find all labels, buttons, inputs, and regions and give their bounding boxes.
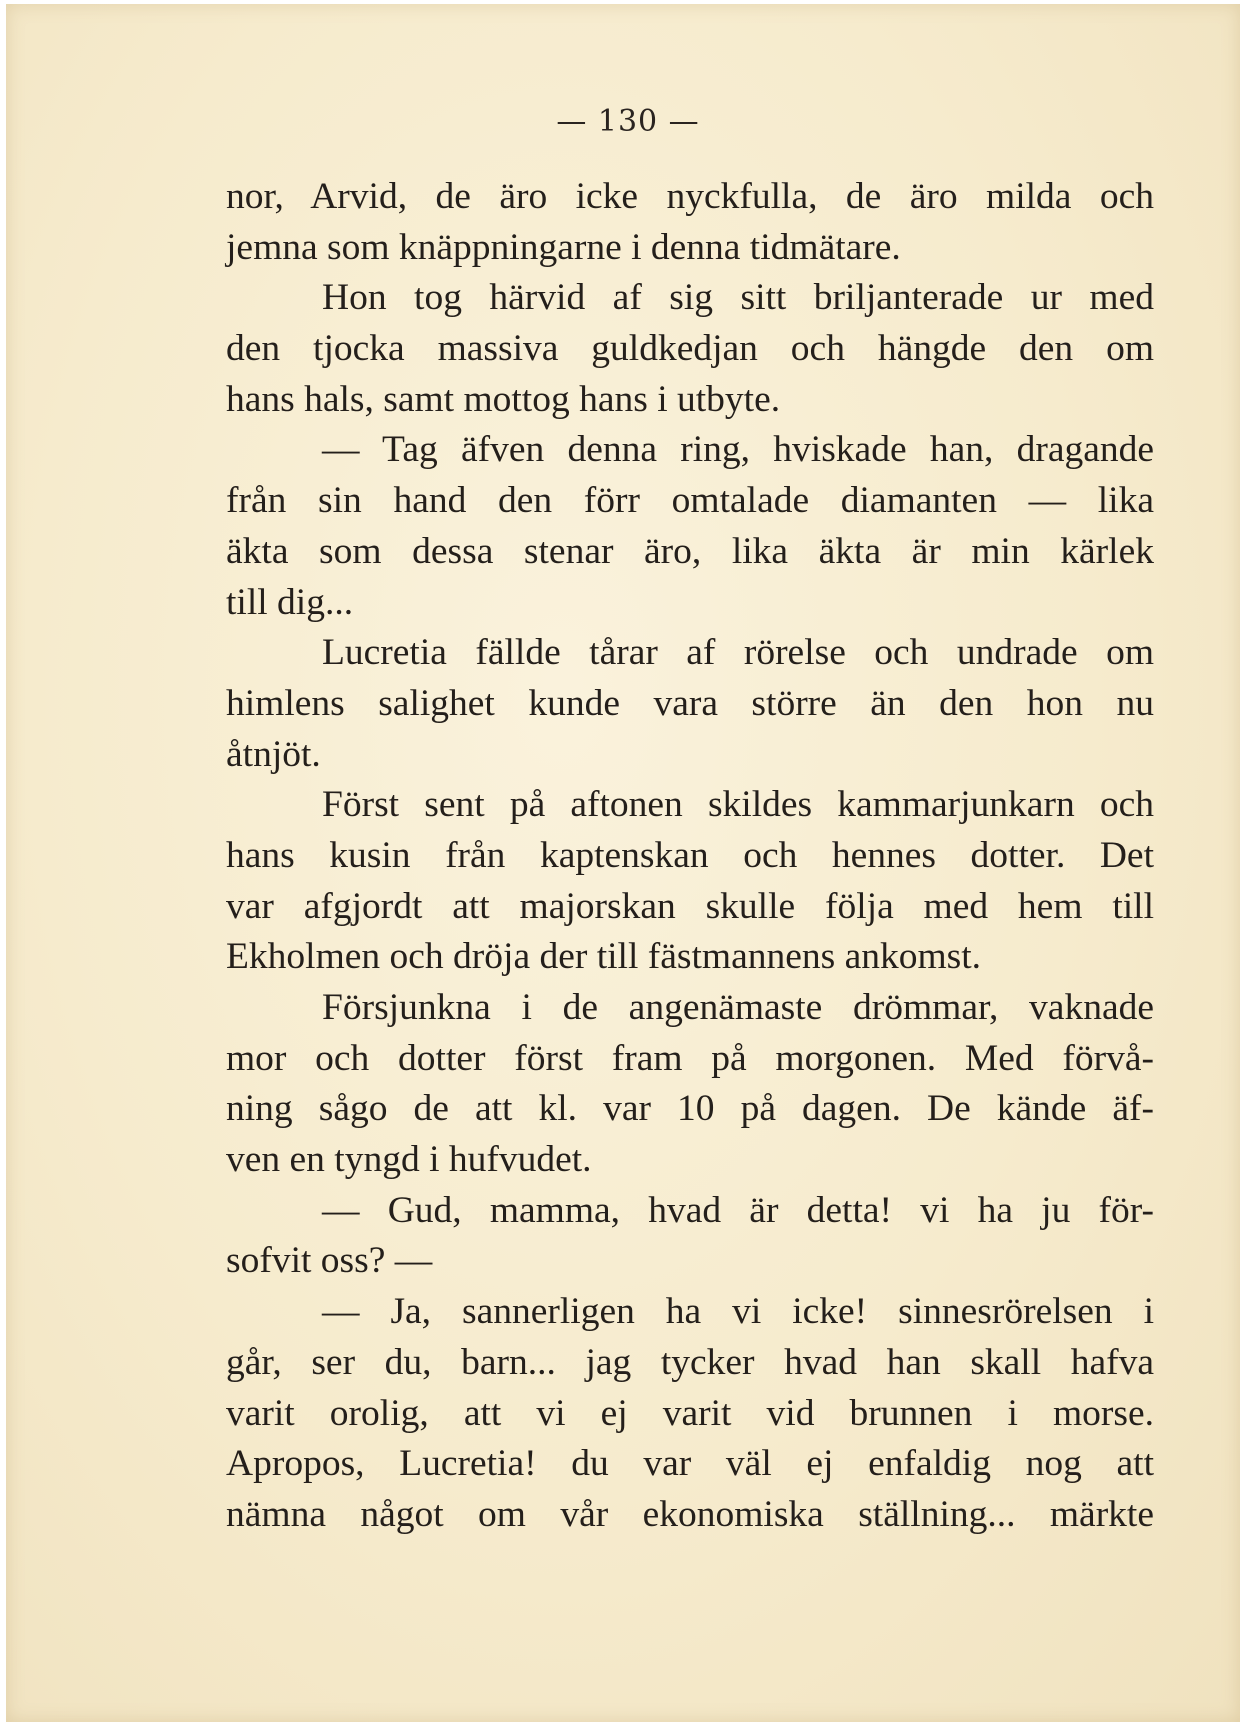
text-line: Först sent på aftonen skildes kammarjunkarn och <box>322 784 1154 826</box>
text-line: hans hals, samt mottog hans i utbyte. <box>226 378 781 420</box>
text-line: — Ja, sannerligen ha vi icke! sinnesrörelsen i <box>322 1291 1154 1333</box>
book-page <box>6 4 1240 1722</box>
text-line: äkta som dessa stenar äro, lika äkta är min kärlek <box>226 530 1154 572</box>
body-text <box>226 172 1154 1541</box>
text-line: går, ser du, barn... jag tycker hvad han skall hafva <box>226 1341 1154 1383</box>
text-line: nor, Arvid, de äro icke nyckfulla, de äro milda och <box>226 176 1154 217</box>
text-line: ning sågo de att kl. var 10 på dagen. De kände äf- <box>226 1088 1154 1130</box>
text-line: Ekholmen och dröja der till fästmannens ankomst. <box>226 936 982 978</box>
text-line: åtnjöt. <box>226 733 321 775</box>
text-line: Lucretia fällde tårar af rörelse och undrade om <box>322 632 1154 674</box>
text-line: ven en tyngd i hufvudet. <box>226 1139 592 1181</box>
text-line: var afgjordt att majorskan skulle följa med hem till <box>226 885 1154 927</box>
text-line: Försjunkna i de angenämaste drömmar, vaknade <box>322 987 1154 1028</box>
text-line: — Gud, mamma, hvad är detta! vi ha ju för- <box>322 1189 1154 1231</box>
text-line: jemna som knäppningarne i denna tidmätare. <box>226 226 901 268</box>
text-line: Apropos, Lucretia! du var väl ej enfaldig nog att <box>226 1443 1154 1485</box>
text-line: nämna något om vår ekonomiska ställning... märkte <box>226 1493 1154 1535</box>
text-line: mor och dotter först fram på morgonen. Med förvå- <box>226 1037 1154 1079</box>
text-line: himlens salighet kunde vara större än den hon nu <box>226 682 1154 724</box>
text-line: sofvit oss? — <box>226 1240 433 1282</box>
text-line: den tjocka massiva guldkedjan och hängde den om <box>226 328 1154 370</box>
page-number: — 130 — <box>556 104 700 139</box>
text-line: från sin hand den förr omtalade diamanten — lika <box>226 480 1154 522</box>
text-line: Hon tog härvid af sig sitt briljanterade ur med <box>322 277 1154 319</box>
text-line: hans kusin från kaptenskan och hennes dotter. Det <box>226 834 1154 876</box>
text-line: — Tag äfven denna ring, hviskade han, dragande <box>322 429 1154 471</box>
text-line: varit orolig, att vi ej varit vid brunnen i morse. <box>226 1392 1154 1434</box>
text-line: till dig... <box>226 581 354 623</box>
